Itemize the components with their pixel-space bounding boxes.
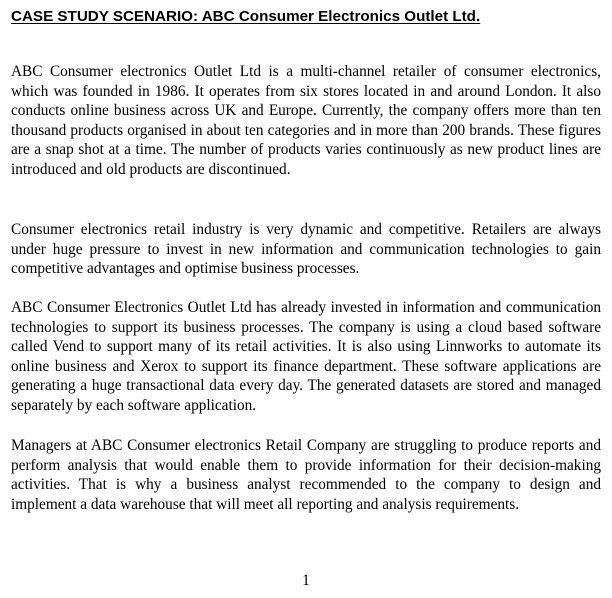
- paragraph-industry-context: Consumer electronics retail industry is very dynamic and competitive. Retailers are always under huge pressure to invest in new information and communication technologies to gain competitive advantages and optimise business processes.: [11, 221, 601, 278]
- paragraph-problem-statement: Managers at ABC Consumer electronics Retail Company are struggling to produce reports and perform analysis that would enable them to provide information for their decision-making activities. That is why a business analyst recommended to the company to design and implement a data warehouse that will meet all reporting and analysis requirements.: [11, 437, 601, 513]
- paragraph-current-systems: ABC Consumer Electronics Outlet Ltd has already invested in information and communication technologies to support its business processes. The company is using a cloud based software called Vend to support many of its retail activities. It is also using Linnworks to automate its online business and Xerox to support its finance department. These software applications are generating a huge transactional data every day. The generated datasets are stored and managed separately by each software application.: [11, 299, 601, 414]
- case-study-heading: CASE STUDY SCENARIO: ABC Consumer Electronics Outlet Ltd.: [11, 8, 481, 25]
- paragraph-company-overview: ABC Consumer electronics Outlet Ltd is a multi-channel retailer of consumer electronics, which was founded in 1986. It operates from six stores located in and around London. It also conducts online business across UK and Europe. Currently, the company offers more than ten thousand products organised in about ten categories and in more than 200 brands. These figures are a snap shot at a time. The number of products varies continuously as new product lines are introduced and old products are discontinued.: [11, 63, 601, 178]
- page-number: 1: [302, 572, 310, 589]
